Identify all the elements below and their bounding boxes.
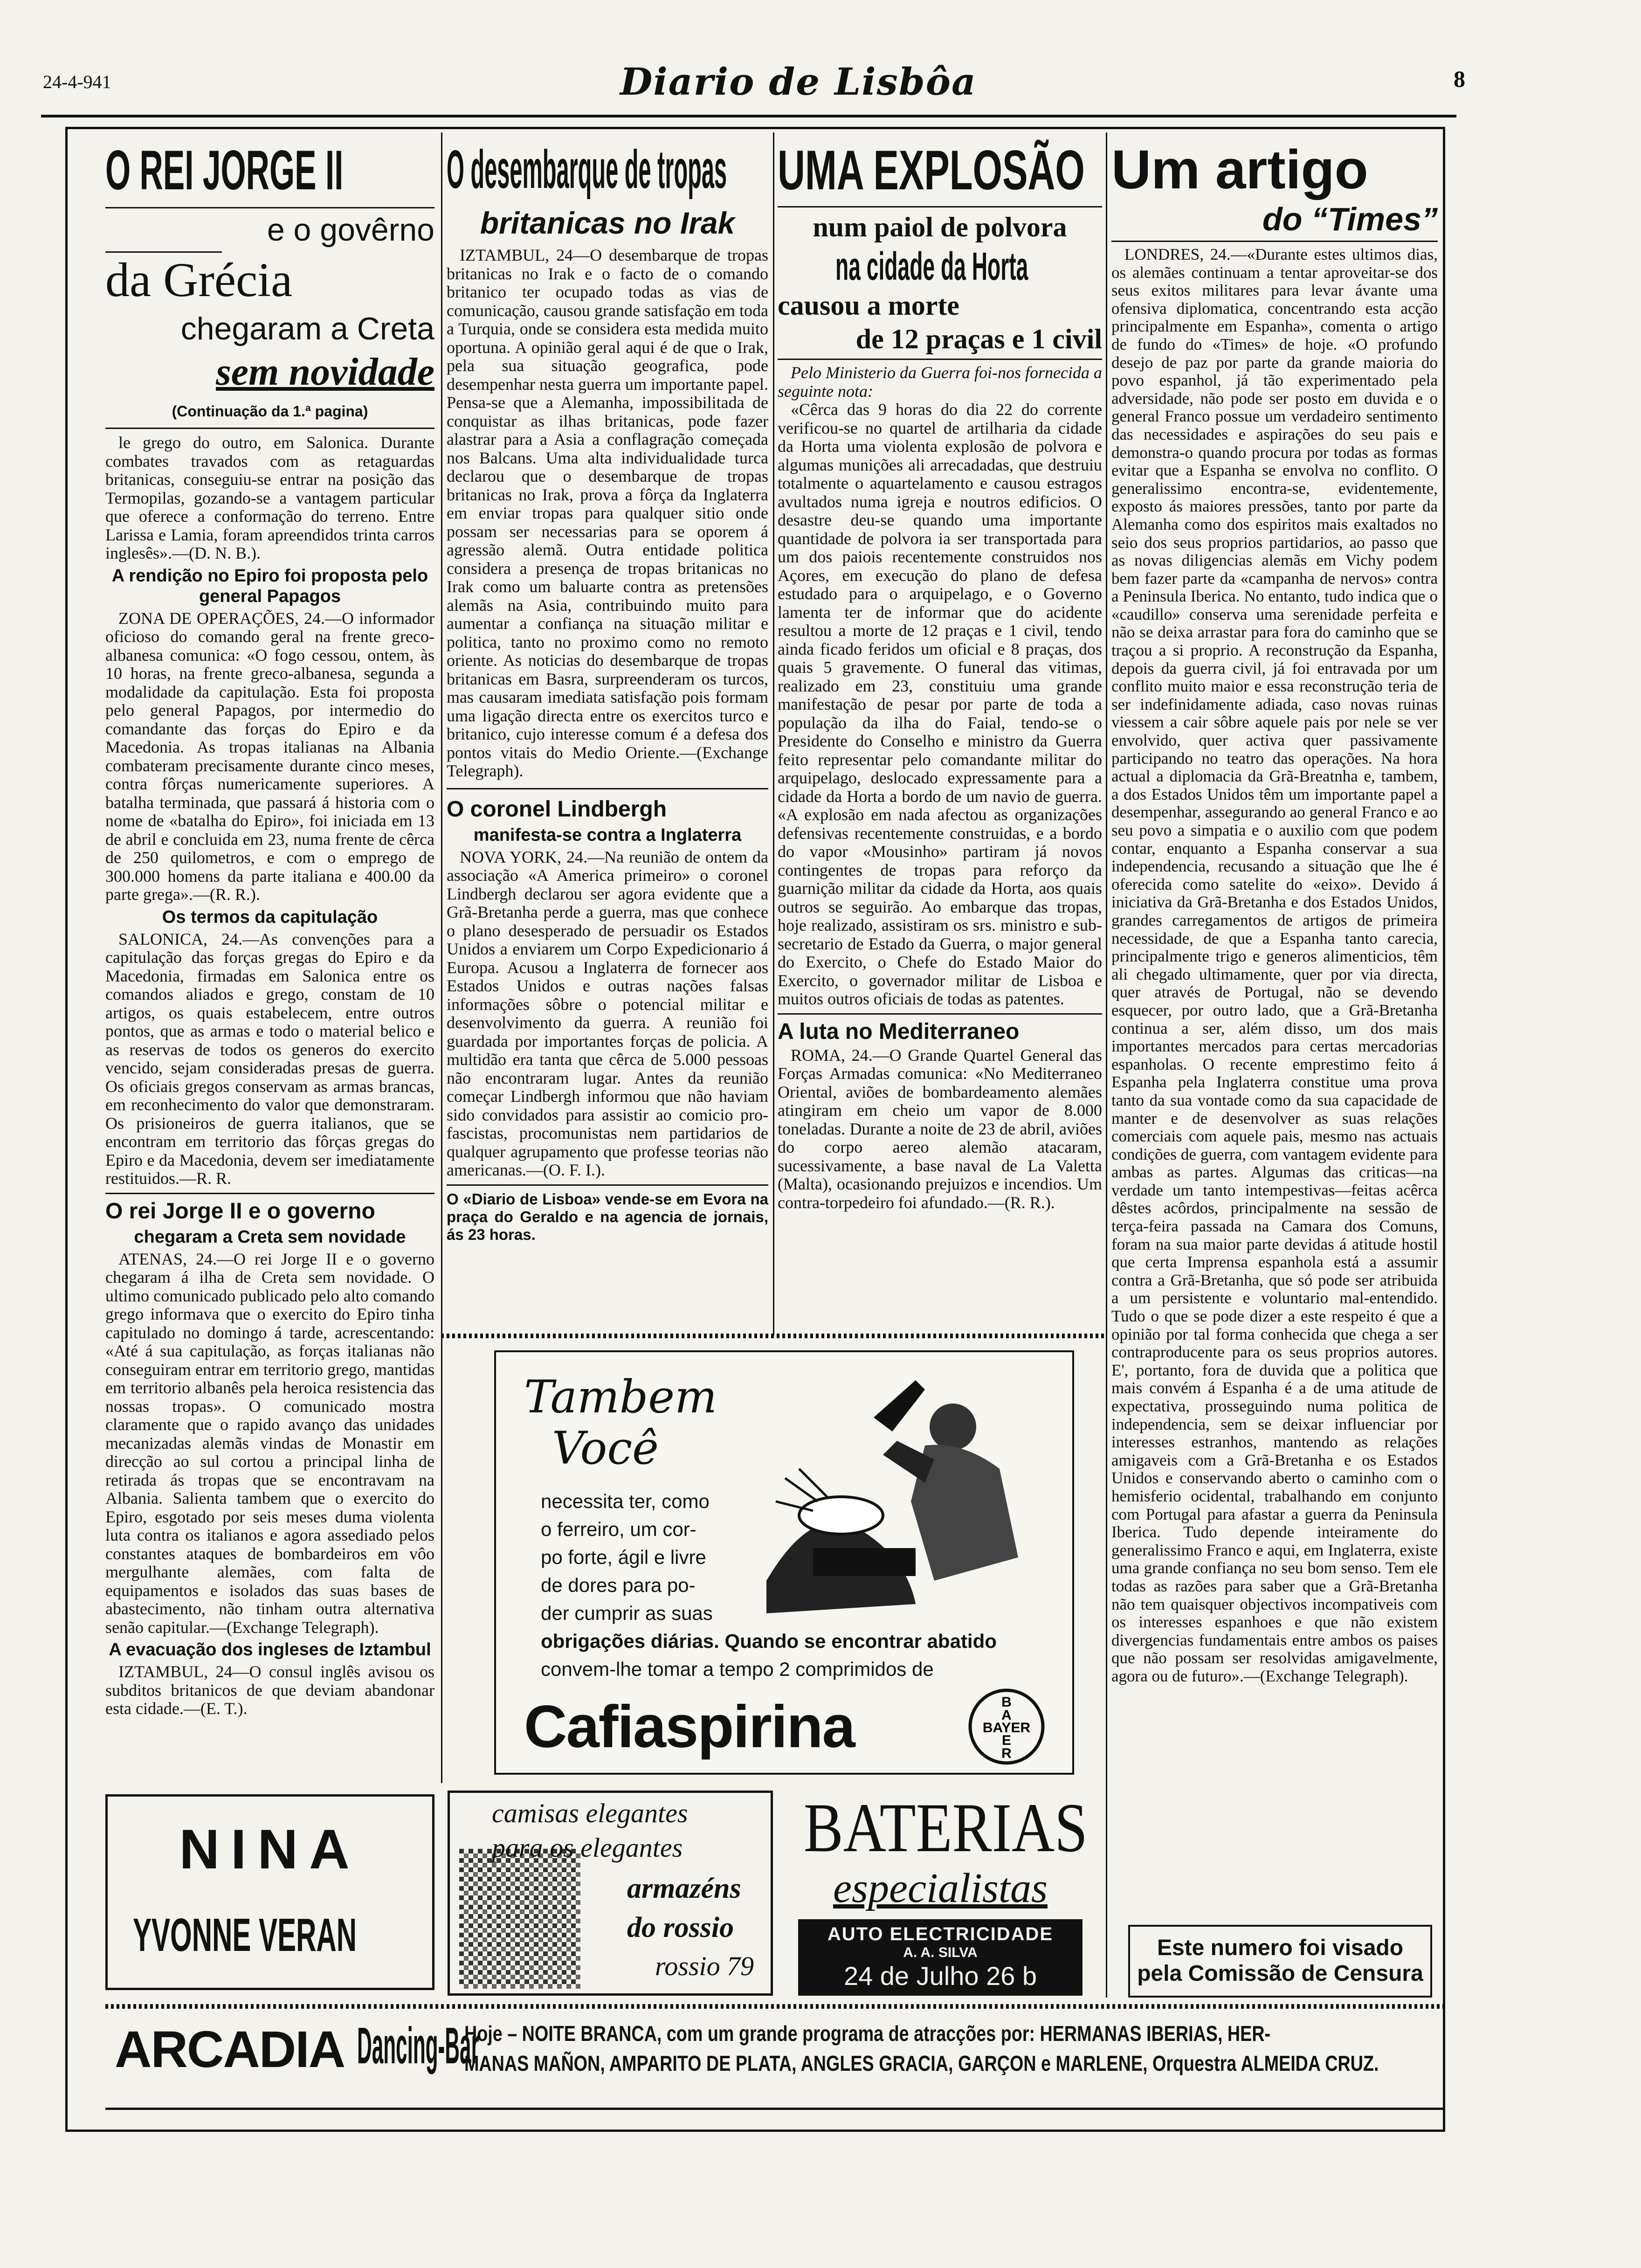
article-text: IZTAMBUL, 24—O consul inglês avisou os subditos britanicos de que deviam abandonar esta cidade.—(E. T.). [105, 1662, 434, 1718]
section-rule [447, 788, 768, 789]
section-rule [105, 1193, 434, 1194]
column-3 [778, 140, 1102, 1212]
nina-ad [105, 1794, 434, 1990]
article-text: SALONICA, 24.—As convenções para a capitulação das forças gregas do Epiro e da Macedonia, firmadas em Salonica entre os comandos aliados e grego, constam de 10 artigos, os quais estabelecem, entre outros pontos, que as armas e todo o material belico e as reservas de todos os generos do exercito vencido, sejam consideradas presas de guerra. Os oficiais gregos conservam as armas brancas, em reconhecimento do valor que demonstraram. Os prisioneiros de guerra italianos, que se encontram em territorio das fôrças gregas do Epiro e da Macedonia, devem ser imediatamente restituidos.—R. R. [105, 929, 434, 1188]
camisas-line: camisas elegantes [492, 1798, 688, 1828]
camisas-ad [448, 1791, 773, 1996]
censorship-text: Este numero foi visado [1157, 1936, 1404, 1960]
subheading: manifesta-se contra a Inglaterra [473, 825, 742, 845]
subheading: A rendição no Epiro foi proposta pelo general Papagos [111, 566, 428, 606]
subheading: O coronel Lindbergh [447, 796, 667, 822]
ad-copy-line: necessita ter, como [541, 1490, 710, 1512]
deck-line: chegaram a Creta [180, 311, 434, 346]
masthead-date: 24-4-941 [43, 71, 111, 92]
deck-line: sem novidade [216, 350, 434, 394]
baterias-box-line: AUTO ELECTRICIDADE [827, 1924, 1054, 1944]
headline: O desembarque de tropas [447, 139, 727, 200]
subheading: Os termos da capitulação [162, 907, 378, 927]
article-text: ZONA DE OPERAÇÕES, 24.—O informador oficioso do comando geral na frente greco-albanesa comunica: «O fogo cessou, ontem, às 10 horas, na frente greco-albanesa, segunda a modalidade da capitulação. Esta foi proposta pelo general Papagos, por intermedio do comandante das forças do Epiro e da Macedonia. As tropas italianas na Albania combateram precisamente durante cinco meses, contra fôrças numericamente superiores. A batalha terminada, que passará á historia com o nome de «batalha do Epiro», foi iniciada em 13 de abril e concluida em 23, numa frente de cêrca de 250 quilometros, e com o emprego de 300.000 homens da parte italiana e 400.00 da parte grega».—(R. R.). [105, 608, 434, 904]
headline: O REI JORGE II [105, 139, 344, 201]
subheading: A evacuação dos ingleses de Iztambul [109, 1640, 431, 1660]
article-text: ROMA, 24.—O Grande Quartel General das Forças Armadas comunica: «No Mediterraneo Oriental, aviões de bombardeamento alemães atingiram em cheio um vapor de 8.000 toneladas. Durante a noite de 23 de abril, aviões do corpo aereo alemão atacaram, sucessivamente, a base naval de La Valetta (Malta), ocasionando prejuizos e incendios. Um contra-torpedeiro foi afundado.—(R. R.). [778, 1045, 1102, 1212]
article-text: LONDRES, 24.—«Durante estes ultimos dias, os alemães continuam a tentar aproveitar-se dos seus exitos militares para levar ávante uma ofensiva diplomatica, concentrando esta acção principalmente em Espanha», comenta o artigo de fundo do «Times» de hoje. «O profundo desejo de paz por parte da grande maioria do povo espanhol, já tão experimentado pela adversidade, não pode ser posto em duvida e o general Franco possue um verdadeiro sentimento das necessidades e aspirações do seu pais e demonstra-o quando procura por todas as formas evitar que a Espanha se envolva no conflito. O generalissimo encontra-se, evidentemente, exposto ás maiores pressões, tanto por parte da Alemanha como dos espiritos mais exaltados no seio dos seus proprios partidarios, ao passo que as novas diligencias alemãs em Vichy podem bem fazer parte da «campanha de nervos» contra a Peninsula Iberica. No entanto, tudo indica que o «caudillo» conserva uma serenidade perfeita e não se deixa arrastar para fora do caminho que se traçou a si proprio. A reconstrução da Espanha, depois da guerra civil, já foi entravada por um conflito muito maior e essa reconstrução teria de ser indefinidamente adiada, caso novas ruinas viessem a cair sôbre aquele pais por nele se ver envolvido, quer activa quer passivamente participando no teatro das operações. Na hora actual a diplomacia da Grã-Breatnha e, tambem, a dos Estados Unidos têm um importante papel a desempenhar, assegurando ao general Franco e ao seu povo a simpatia e o auxilio com que podem contar, enquanto a Espanha conservar a sua independencia, recusando a situação que lhe é oferecida como satelite do «eixo». Devido á iniciativa da Grã-Bretanha e dos Estados Unidos, grandes carregamentos de artigos de primeira necessidade, de que a Espanha tanto carecia, principalmente trigo e generos alimenticios, têm ali chegado ultimamente, quer por via directa, quer através de Portugal, não se devendo esquecer, por outro lado, que a Grã-Bretanha continua a ser, além disso, um dos mais importantes mercados para certas mercadorias espanholas. O recente emprestimo feito á Espanha pela Inglaterra constitue uma prova tanto da sua vontade como da sua capacidade de manter e de desenvolver as suas relações comerciais com aquele pais, mesmo nas actuais condições de guerra, com vantagem evidente para ambas as partes. Algumas das criticas—na verdade um tanto intempestivas—feitas acêrca dêstes acôrdos, principalmente na sessão de terça-feira passada na Camara dos Comuns, foram na sua maior parte devidas á atitude hostil que certa Imprensa espanhola está a assumir contra a Grã-Bretanha, que só pode ser atribuida a um persistente e voluntario mal-entendido. Tudo o que se pode dizer a este respeito é que a opinião por tal forma conhecida que chega a ser contraproducente para os seus proprios autores. E', portanto, fora de duvida que a politica que mais convém á Espanha é a de uma atitude de expectativa, prosseguindo numa politica de independencia, sem se deixar influenciar por interesses estranhos, mantendo as relações amigaveis com a Grã-Bretanha e os Estados Unidos e conservando aberto o caminho com o hemisferio ocidental, trabalhando em conjunto com Portugal para afastar a guerra da Peninsula Iberica. Tudo depende inteiramente do generalissimo Franco e aqui, em Inglaterra, existe uma grande confiança no seu bom senso. Tem ele todas as razões para saber que a Grã-Bretanha não tem quaisquer objectivos incompativeis com os interesses espanhoes e que não existem divergencias fundamentais entre ambos os paises que não possam ser resolvidas amigavelmente, agora ou de futuro».—(Exchange Telegraph). [1111, 245, 1438, 1685]
deck: britanicas no Irak [480, 206, 735, 240]
baterias-script: especialistas [833, 1865, 1048, 1911]
censorship-text: pela Comissão de Censura [1137, 1961, 1423, 1986]
ad-copy-line: convem-lhe tomar a tempo 2 comprimidos de [541, 1658, 934, 1680]
column-rule [1106, 132, 1107, 1998]
camisas-line: do rossio [627, 1912, 734, 1943]
nina-name: YVONNE VERAN [133, 1909, 357, 1961]
masthead-rule [41, 115, 1456, 118]
subheading: chegaram a Creta sem novidade [134, 1227, 406, 1247]
section-rule [778, 1013, 1102, 1015]
continuation-note: (Continuação da 1.ª pagina) [172, 403, 368, 420]
bayer-letter: B [1001, 1694, 1012, 1710]
censorship-notice [1128, 1925, 1432, 1998]
bayer-wordmark: BAYER [982, 1720, 1031, 1736]
article-text: NOVA YORK, 24.—Na reunião de ontem da associação «A America primeiro» o coronel Lindbergh declarou ser agora evidente que a Grã-Bretanha perde a guerra, mas que conhece o plano desesperado de persuadir os Estados Unidos a enviarem um Corpo Expedicionario á Europa. Acusou a Inglaterra de fornecer aos Estados Unidos e outras nações falsas informações sôbre o potencial militar e desenvolvimento da guerra. A reunião foi guardada por importantes forças de policia. A multidão era tanta que cêrca de 5.000 pessoas não encontraram lugar. Antes da reunião começar Lindbergh informou que não haviam sido convidados para assistir ao comicio pro-fascistas, procomunistas nem partidarios de qualquer agrupamento que professe teorias não americanas.—(O. F. I.). [447, 847, 768, 1179]
cafiaspirina-ad [494, 1350, 1074, 1775]
masthead-title: Diario de Lisbôa [620, 60, 977, 104]
ad-rule [441, 1334, 1106, 1338]
ad-copy-line: o ferreiro, um cor- [541, 1518, 696, 1540]
ad-script: Tambem [524, 1371, 717, 1423]
camisas-line: armazéns [627, 1873, 741, 1904]
column-rule [441, 132, 442, 1783]
section-rule [1111, 241, 1438, 242]
ad-script: Você [552, 1422, 659, 1474]
deck-line: de 12 praças e 1 civil [855, 324, 1102, 354]
baterias-box-line: 24 de Julho 26 b [843, 1961, 1037, 1991]
arcadia-line: MANAS MAÑON, AMPARITO DE PLATA, ANGLES GRACIA, GARÇON e MARLENE, Orquestra ALMEIDA CRUZ. [464, 2051, 1379, 2075]
arcadia-kind: Dancing-Bar [357, 2017, 479, 2074]
deck: do “Times” [1262, 201, 1438, 237]
article-text: IZTAMBUL, 24—O desembarque de tropas britanicas no Irak e o facto de o comando britanico ter ocupado todas as vias de comunicação, causou grande satisfação em toda a Turquia, onde se considera esta medida muito oportuna. A opinião geral aqui é de que o Irak, pela sua situação geografica, pode desempenhar nesta guerra um importante papel. Pensa-se que a Alemanha, impossibilitada de conquistar as ilhas britanicas, pode fazer alastrar para a Asia a conflagração começada nos Balcans. Uma alta individualidade turca declarou que o desembarque de tropas britanicas no Irak, prova a fôrça da Inglaterra em enviar tropas para qualquer sitio onde possam ser necessarias para se oporem á agressão alemã. Outra entidade politica considera a presença de tropas britanicas no Irak como um baluarte contra as pretensões alemãs na Asia, contribuindo muito para aumentar a confiança na situação militar e politica, tanto no proximo como no remoto oriente. As noticias do desembarque de tropas britanicas em Basra, surpreenderam os turcos, mas causaram imediata satisfação pois formam uma ligação directa entre os exercitos turco e britanico, cujo interesse comum é a defesa dos pontos vitais do Medio Oriente.—(Exchange Telegraph). [447, 246, 768, 780]
ad-copy-line: obrigações diárias. Quando se encontrar abatido [541, 1630, 997, 1652]
baterias-ad [779, 1791, 1101, 1996]
column-rule [773, 132, 774, 1335]
ad-rule [105, 2004, 1445, 2009]
section-rule [447, 1184, 768, 1186]
arcadia-line: Hoje – NOITE BRANCA, com um grande programa de atracções por: HERMANAS IBERIAS, HER- [464, 2021, 1271, 2046]
section-rule [105, 428, 434, 429]
page-number: 8 [1454, 66, 1465, 92]
camisas-line: rossio 79 [655, 1951, 754, 1981]
ad-copy-line: de dores para po- [541, 1574, 696, 1596]
deck-line: e o govêrno [267, 212, 434, 248]
baterias-title: BATERIAS [803, 1789, 1088, 1867]
deck-line: causou a morte [778, 290, 959, 321]
bayer-cross-logo [967, 1687, 1046, 1766]
shirt-illustration [459, 1849, 580, 1989]
cafiaspirina-brand: Cafiaspirina [524, 1694, 855, 1760]
headline-rule [778, 206, 1102, 207]
bayer-letter: R [1001, 1746, 1012, 1761]
column-1 [105, 140, 434, 1718]
deck-line: na cidade da Horta [835, 244, 1028, 288]
bayer-letter: E [1001, 1733, 1012, 1748]
subheading: O rei Jorge II e o governo [105, 1198, 375, 1224]
deck-line: num paiol de polvora [813, 212, 1067, 242]
nina-logo: NINA [179, 1818, 361, 1881]
headline: Um artigo [1111, 139, 1368, 201]
subheading: A luta no Mediterraneo [778, 1019, 1020, 1044]
ad-copy-line: der cumprir as suas [541, 1602, 713, 1624]
baterias-box [798, 1919, 1083, 1996]
article-text: ATENAS, 24.—O rei Jorge II e o governo chegaram á ilha de Creta sem novidade. O ultimo comunicado publicado pelo alto comando grego informava que o exercito do Epiro tinha capitulado no domingo á tarde, acrescentando: «Até á sua capitulação, as forças italianas não conseguiram entrar em territorio grego, mantidas em territorio albanês pela heroica resistencia das nossas tropas». O comunicado mostra claramente que o rapido avanço das unidades mecanizadas alemãs vindas de Monastir em direcção ao sul cortou a principal linha de retirada ás tropas que se encontravam na Albania. Salienta tambem que o exercito do Epiro, esgotado por seis meses duma violenta luta contra os italianos e agora assediado pelos constantes ataques de bombardeiros em vôo mergulhante alemães, com falta de equipamentos e isolados das suas bases de abastecimento, não tinham outra alternativa senão capitular.—(Exchange Telegraph). [105, 1249, 434, 1637]
article-text: le grego do outro, em Salonica. Durante combates travados com as retaguardas britanicas, conseguiu-se entrar na posição das Termopilas, gozando-se a vantagem particular que oferece a conformação do terreno. Entre Larissa e Lamia, foram apreendidos trinta carros inglesês».—(D. N. B.). [105, 433, 434, 562]
column-4 [1111, 140, 1438, 1686]
ad-copy-line: po forte, ágil e livre [541, 1546, 706, 1568]
ad-copy [541, 1487, 755, 1627]
article-text: «Cêrca das 9 horas do dia 22 do corrente verificou-se no quartel de artilharia da cidade da Horta uma violenta explosão de polvora e algumas munições ali arrecadadas, que destruiu totalmente o aquartelamento e causou estragos avultados numa igreja e noutros edificios. O desastre deu-se quando uma importante quantidade de polvora ia ser transportada para um dos paiois recentemente construidos nos Açores, em execução do plano de defesa estudado para o arquipelago, e o Governo lamenta ter de informar que do acidente resultou a morte de 12 praças e 1 civil, tendo ainda ficado feridos um oficial e 8 praças, dos quais 5 gravemente. O funeral das vitimas, realizado em 23, constituiu uma grande manifestação de pesar por parte de toda a população da ilha do Faial, tendo-se o Presidente do Conselho e ministro da Guerra feito representar pelo comandante militar do arquipelago, deslocado expressamente para a cidade da Horta a bordo de um navio de guerra. «A explosão em nada afectou as organizações defensivas recentemente construidas, e a bordo do vapor «Mousinho» partiram já novos contingentes de tropas para reforço da guarnição militar da cidade da Horta, aos quais outros se seguirão. Ao embarque das tropas, hoje realizado, assistiram os srs. ministro e sub-secretario de Estado da Guerra, o major general do Exercito, o Chefe do Estado Maior do Exercito, o governador militar de Lisboa e muitos outros oficiais de todas as patentes. [778, 400, 1102, 1008]
article-intro: Pelo Ministerio da Guerra foi-nos fornecida a seguinte nota: [778, 363, 1102, 401]
bottom-rule [105, 2108, 1445, 2110]
camisas-line: para os elegantes [492, 1832, 683, 1863]
bayer-letter: A [1001, 1708, 1012, 1723]
column-2 [447, 140, 768, 1244]
distribution-notice: O «Diario de Lisboa» vende-se em Evora na praça do Geraldo e na agencia de jornais, ás 23 horas. [447, 1190, 768, 1243]
baterias-box-line: A. A. SILVA [903, 1945, 978, 1960]
headline-rule [105, 207, 434, 208]
headline: UMA EXPLOSÃO [778, 139, 1085, 201]
blacksmith-illustration [757, 1362, 1055, 1623]
arcadia-name: ARCADIA [115, 2021, 345, 2078]
deck-line: da Grécia [105, 253, 293, 307]
section-rule [778, 359, 1102, 360]
